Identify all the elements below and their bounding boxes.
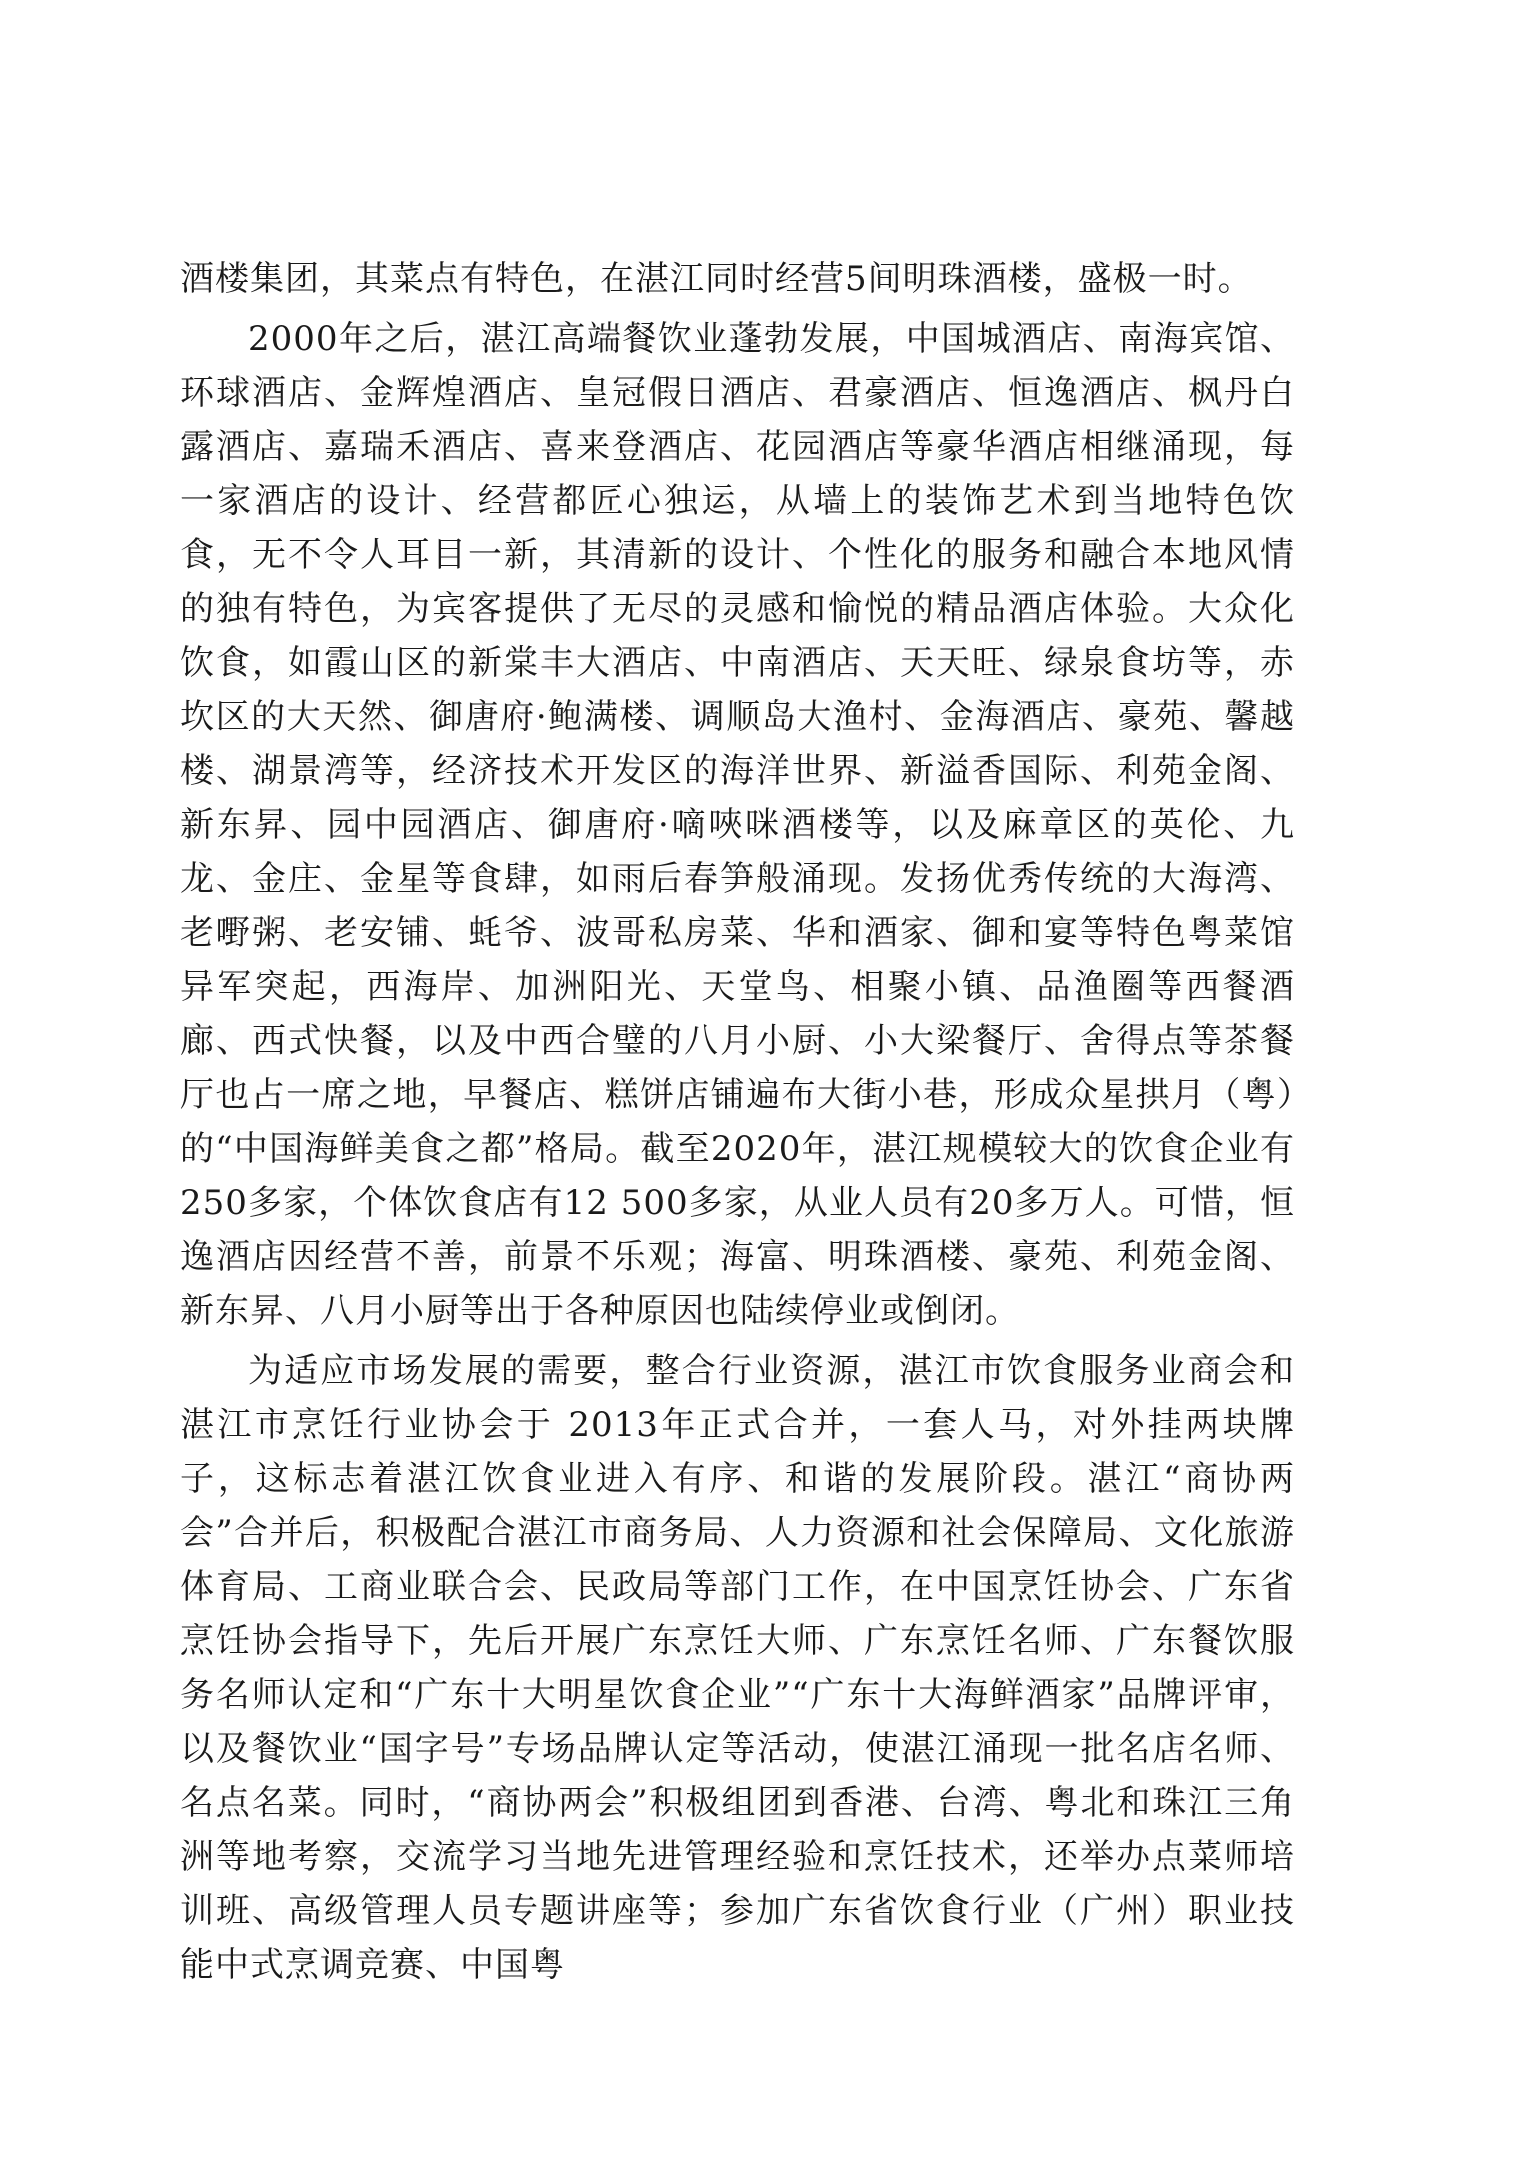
body-text [180,252,1295,1998]
paragraph-restaurant-development: 2000年之后，湛江高端餐饮业蓬勃发展，中国城酒店、南海宾馆、环球酒店、金辉煌酒店、皇冠假日酒店、君豪酒店、恒逸酒店、枫丹白露酒店、嘉瑞禾酒店、喜来登酒店、花园酒店等豪华酒店相继涌现，每一家酒店的设计、经营都匠心独运，从墙上的装饰艺术到当地特色饮食，无不令人耳目一新，其清新的设计、个性化的服务和融合本地风情的独有特色，为宾客提供了无尽的灵感和愉悦的精品酒店体验。大众化饮食，如霞山区的新棠丰大酒店、中南酒店、天天旺、绿泉食坊等，赤坎区的大天然、御唐府·鲍满楼、调顺岛大渔村、金海酒店、豪苑、馨越楼、湖景湾等，经济技术开发区的海洋世界、新溢香国际、利苑金阁、新东昇、园中园酒店、御唐府·嘀唊咪酒楼等，以及麻章区的英伦、九龙、金庄、金星等食肆，如雨后春笋般涌现。发扬优秀传统的大海湾、老嘢粥、老安铺、蚝爷、波哥私房菜、华和酒家、御和宴等特色粤菜馆异军突起，西海岸、加洲阳光、天堂鸟、相聚小镇、品渔圈等西餐酒廊、西式快餐，以及中西合璧的八月小厨、小大梁餐厅、舍得点等茶餐厅也占一席之地，早餐店、糕饼店铺遍布大街小巷，形成众星拱月（粤）的“中国海鲜美食之都”格局。截至2020年，湛江规模较大的饮食企业有250多家，个体饮食店有12 500多家，从业人员有20多万人。可惜，恒逸酒店因经营不善，前景不乐观；海富、明珠酒楼、豪苑、利苑金阁、新东昇、八月小厨等出于各种原因也陆续停业或倒闭。 [180,319,1295,1331]
paragraph-association-merger: 为适应市场发展的需要，整合行业资源，湛江市饮食服务业商会和湛江市烹饪行业协会于 2013年正式合并，一套人马，对外挂两块牌子，这标志着湛江饮食业进入有序、和谐的发展阶段。湛江“商协两会”合并后，积极配合湛江市商务局、人力资源和社会保障局、文化旅游体育局、工商业联合会、民政局等部门工作，在中国烹饪协会、广东省烹饪协会指导下，先后开展广东烹饪大师、广东烹饪名师、广东餐饮服务名师认定和“广东十大明星饮食企业”“广东十大海鲜酒家”品牌评审，以及餐饮业“国字号”专场品牌认定等活动，使湛江涌现一批名店名师、名点名菜。同时，“商协两会”积极组团到香港、台湾、粤北和珠江三角洲等地考察，交流学习当地先进管理经验和烹饪技术，还举办点菜师培训班、高级管理人员专题讲座等；参加广东省饮食行业（广州）职业技能中式烹调竞赛、中国粤 [180,1351,1295,1985]
paragraph-continuation: 酒楼集团，其菜点有特色，在湛江同时经营5间明珠酒楼，盛极一时。 [180,259,1253,299]
